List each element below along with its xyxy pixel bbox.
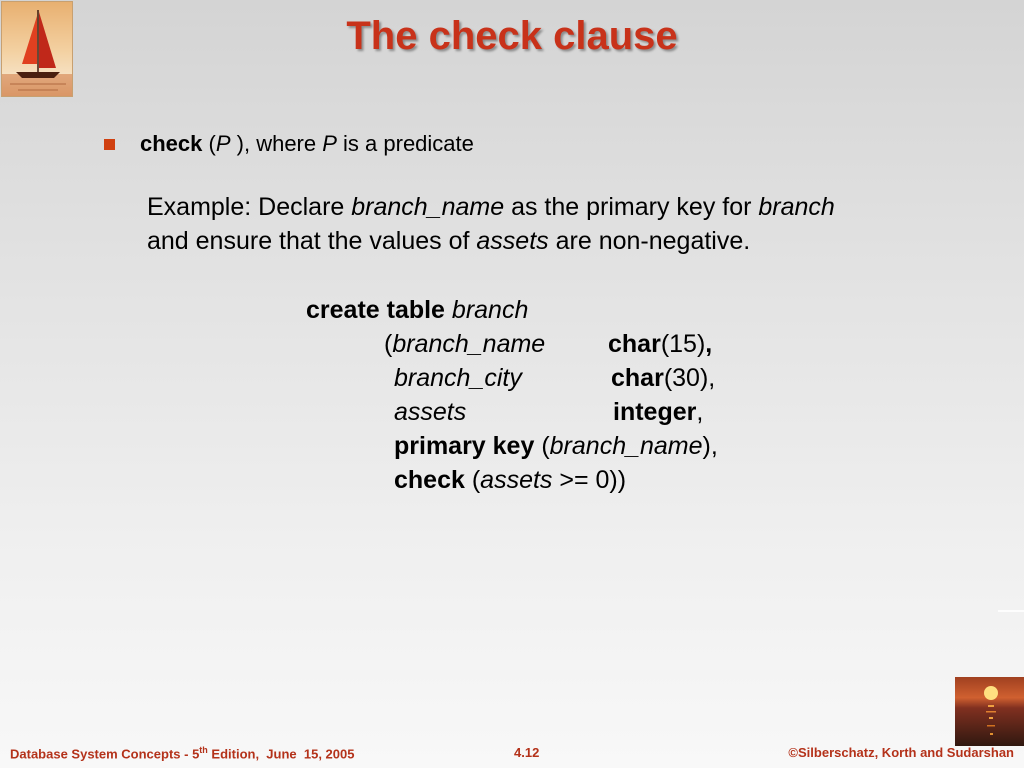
primary-key-keyword: primary key bbox=[394, 432, 535, 460]
para-italic-1: branch_name bbox=[351, 193, 505, 221]
code-check-line bbox=[394, 466, 626, 495]
para-text-3: and ensure that the values of bbox=[147, 227, 477, 255]
para-text-1: Example: Declare bbox=[147, 193, 352, 221]
col1-size: (15) bbox=[660, 330, 706, 358]
col3-comma: , bbox=[696, 398, 704, 426]
col1-name: branch_name bbox=[392, 330, 546, 358]
footer-edition: Edition, June 15, 2005 bbox=[207, 746, 355, 762]
col1-comma: , bbox=[705, 330, 713, 358]
para-italic-3: assets bbox=[476, 227, 549, 255]
col2-size: (30), bbox=[663, 364, 716, 392]
col1-type: char bbox=[608, 330, 661, 358]
bullet-mid: ), where bbox=[230, 131, 323, 156]
sunset-corner-icon bbox=[955, 677, 1024, 746]
para-italic-2: branch bbox=[758, 193, 835, 221]
footer-copyright: ©Silberschatz, Korth and Sudarshan bbox=[788, 745, 1014, 760]
col2-name: branch_city bbox=[394, 364, 522, 392]
footer-sup: th bbox=[199, 745, 208, 755]
pk-close: ), bbox=[702, 432, 718, 460]
col3-type: integer bbox=[613, 398, 697, 426]
square-bullet-icon bbox=[104, 139, 115, 150]
code-col1-name bbox=[384, 330, 545, 359]
check-var: assets bbox=[480, 466, 553, 494]
bullet-var: P bbox=[215, 131, 231, 156]
code-col2-name bbox=[394, 364, 522, 393]
paren-open: ( bbox=[384, 330, 393, 358]
table-name: branch bbox=[451, 296, 529, 324]
example-paragraph bbox=[147, 190, 847, 258]
code-col2-type bbox=[611, 364, 715, 393]
footer-left bbox=[10, 745, 354, 761]
create-table-keyword: create table bbox=[306, 296, 445, 324]
footer-page-number: 4.12 bbox=[514, 745, 540, 760]
code-col3-name bbox=[394, 398, 466, 427]
check-rest: >= 0)) bbox=[552, 466, 627, 494]
bullet-keyword: check bbox=[140, 131, 203, 156]
bullet-var2: P bbox=[322, 131, 337, 156]
bullet-item bbox=[104, 131, 474, 157]
code-col1-type bbox=[608, 330, 712, 359]
bullet-rest: is a predicate bbox=[336, 131, 474, 156]
decorative-divider bbox=[998, 610, 1024, 612]
footer-book: Database System Concepts - 5 bbox=[10, 746, 200, 762]
code-primary-key-line bbox=[394, 432, 718, 461]
code-col3-type bbox=[613, 398, 703, 427]
check-keyword: check bbox=[394, 466, 465, 494]
pk-open: ( bbox=[534, 432, 550, 460]
pk-column: branch_name bbox=[549, 432, 703, 460]
col2-type: char bbox=[611, 364, 664, 392]
check-open: ( bbox=[464, 466, 481, 494]
bullet-open: ( bbox=[202, 131, 216, 156]
code-create-line bbox=[306, 296, 528, 325]
col3-name: assets bbox=[394, 398, 467, 426]
slide-title: The check clause bbox=[346, 14, 678, 58]
para-text-4: are non-negative. bbox=[548, 227, 751, 255]
para-text-2: as the primary key for bbox=[504, 193, 759, 221]
